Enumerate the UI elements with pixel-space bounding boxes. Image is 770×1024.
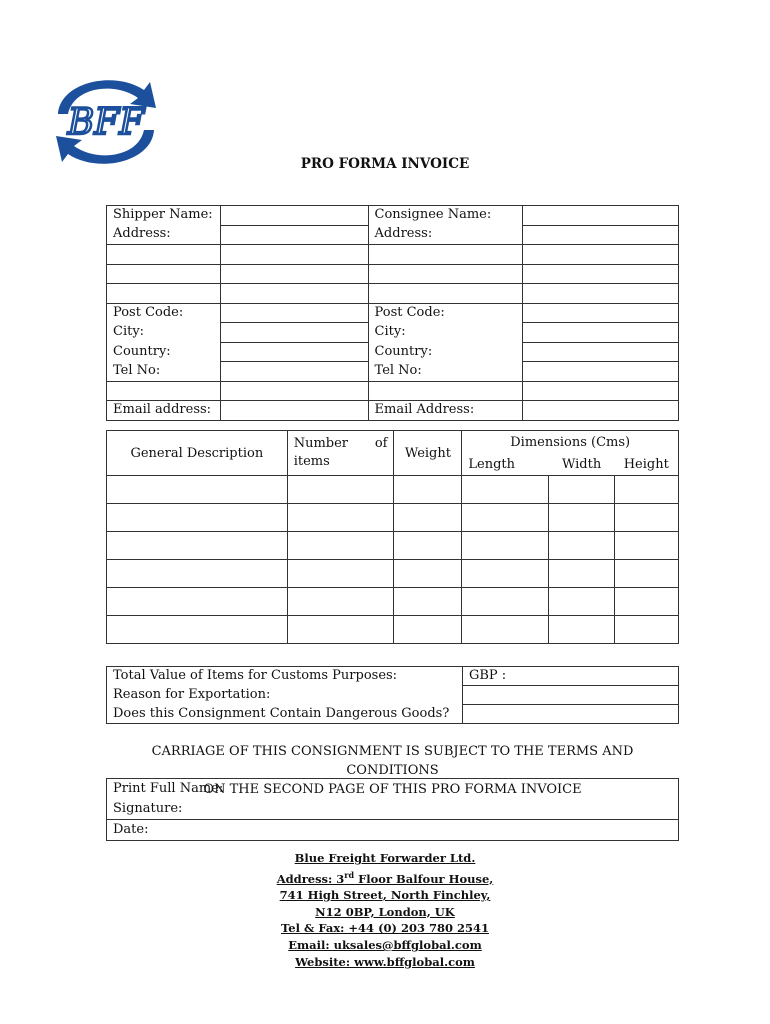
- description-cell[interactable]: [107, 476, 288, 504]
- carriage-notice-line: ON THE SECOND PAGE OF THIS PRO FORMA INVOICE: [203, 782, 582, 797]
- table-row: [107, 225, 679, 245]
- customs-value-table: [106, 666, 679, 724]
- shipper-country-field[interactable]: [220, 342, 368, 362]
- company-email-link[interactable]: Email: uksales@bffglobal.com: [288, 937, 482, 952]
- consignee-email-field[interactable]: [523, 401, 679, 421]
- consignee-address-field[interactable]: [523, 245, 679, 265]
- quantity-cell[interactable]: [287, 532, 394, 560]
- table-row: [107, 820, 679, 841]
- quantity-cell[interactable]: [287, 588, 394, 616]
- consignee-city-label: City:: [368, 323, 523, 343]
- signoff-table: [106, 778, 679, 841]
- height-cell[interactable]: [615, 504, 679, 532]
- width-cell[interactable]: [549, 588, 615, 616]
- reason-field[interactable]: [462, 686, 678, 705]
- svg-text:BFF: BFF: [67, 102, 145, 143]
- number-of-items-header: [287, 431, 394, 476]
- consignee-address-line-label: [368, 245, 523, 265]
- shipper-address-line-label: [107, 245, 221, 265]
- table-row: [107, 323, 679, 343]
- consignee-extra-label: [368, 381, 523, 401]
- weight-cell[interactable]: [394, 560, 462, 588]
- shipper-address-line-label: [107, 284, 221, 304]
- consignee-extra-field[interactable]: [523, 381, 679, 401]
- description-header: General Description: [107, 431, 288, 476]
- shipper-email-label: Email address:: [107, 401, 221, 421]
- print-name-field[interactable]: Print Full Name:: [107, 779, 679, 800]
- dimensions-header: Dimensions (Cms): [462, 431, 679, 454]
- height-cell[interactable]: [615, 616, 679, 644]
- weight-cell[interactable]: [394, 588, 462, 616]
- consignee-tel-field[interactable]: [523, 362, 679, 382]
- shipper-postcode-field[interactable]: [220, 303, 368, 323]
- address-prefix: Address: 3: [276, 871, 345, 886]
- consignee-address-line-label: [368, 264, 523, 284]
- shipper-email-field[interactable]: [220, 401, 368, 421]
- shipper-address-field[interactable]: [220, 264, 368, 284]
- number-of-items-header-word: of: [374, 436, 388, 451]
- height-cell[interactable]: [615, 476, 679, 504]
- height-cell[interactable]: [615, 532, 679, 560]
- width-cell[interactable]: [549, 532, 615, 560]
- table-row: [107, 342, 679, 362]
- table-row: [107, 667, 679, 686]
- consignee-address-field[interactable]: [523, 264, 679, 284]
- quantity-cell[interactable]: [287, 476, 394, 504]
- quantity-cell[interactable]: [287, 616, 394, 644]
- table-row: [107, 401, 679, 421]
- table-row: [107, 476, 679, 504]
- number-of-items-header-word: items: [293, 454, 330, 469]
- table-row: [107, 588, 679, 616]
- consignee-city-field[interactable]: [523, 323, 679, 343]
- height-cell[interactable]: [615, 560, 679, 588]
- company-website-link[interactable]: Website: www.bffglobal.com: [295, 954, 475, 969]
- table-row: [107, 303, 679, 323]
- consignee-tel-label: Tel No:: [368, 362, 523, 382]
- table-row: [107, 284, 679, 304]
- length-cell[interactable]: [462, 560, 549, 588]
- number-of-items-header-word: Number: [293, 436, 349, 451]
- width-header: Width: [549, 453, 615, 476]
- table-row: [107, 779, 679, 800]
- shipper-postcode-label: Post Code:: [107, 303, 221, 323]
- shipper-extra-field[interactable]: [220, 381, 368, 401]
- description-cell[interactable]: [107, 588, 288, 616]
- reason-label: Reason for Exportation:: [107, 686, 463, 705]
- description-cell[interactable]: [107, 504, 288, 532]
- table-row: [107, 264, 679, 284]
- width-cell[interactable]: [549, 616, 615, 644]
- party-table: [106, 205, 679, 421]
- table-row: [107, 245, 679, 265]
- table-row: [107, 616, 679, 644]
- consignee-name-label: Consignee Name:: [368, 206, 523, 226]
- shipper-name-field[interactable]: [220, 206, 368, 226]
- date-field[interactable]: Date:: [107, 820, 679, 841]
- weight-cell[interactable]: [394, 476, 462, 504]
- page-title: PRO FORMA INVOICE: [300, 156, 470, 172]
- table-row: [107, 362, 679, 382]
- company-postcode: N12 0BP, London, UK: [315, 904, 455, 919]
- table-row: [107, 686, 679, 705]
- company-address: [0, 867, 770, 888]
- weight-header: Weight: [394, 431, 462, 476]
- shipper-city-field[interactable]: [220, 323, 368, 343]
- table-header-row: [107, 431, 679, 454]
- length-cell[interactable]: [462, 532, 549, 560]
- table-row: [107, 532, 679, 560]
- quantity-cell[interactable]: [287, 560, 394, 588]
- company-street: 741 High Street, North Finchley,: [279, 888, 491, 903]
- length-cell[interactable]: [462, 504, 549, 532]
- length-cell[interactable]: [462, 616, 549, 644]
- table-row: [107, 705, 679, 724]
- weight-cell[interactable]: [394, 532, 462, 560]
- items-table: [106, 430, 679, 644]
- length-cell[interactable]: [462, 476, 549, 504]
- consignee-name-field[interactable]: [523, 206, 679, 226]
- company-footer: [0, 850, 770, 970]
- description-cell[interactable]: [107, 560, 288, 588]
- shipper-address-line-label: [107, 264, 221, 284]
- weight-cell[interactable]: [394, 504, 462, 532]
- shipper-address-field[interactable]: [220, 245, 368, 265]
- table-row: [107, 206, 679, 226]
- consignee-postcode-label: Post Code:: [368, 303, 523, 323]
- table-row: [107, 504, 679, 532]
- shipper-extra-label: [107, 381, 221, 401]
- consignee-address-line-label: [368, 284, 523, 304]
- shipper-tel-label: Tel No:: [107, 362, 221, 382]
- consignee-email-label: Email Address:: [368, 401, 523, 421]
- width-cell[interactable]: [549, 504, 615, 532]
- table-row: [107, 381, 679, 401]
- dangerous-goods-field[interactable]: [462, 705, 678, 724]
- weight-cell[interactable]: [394, 616, 462, 644]
- shipper-name-label: Shipper Name:: [107, 206, 221, 226]
- shipper-tel-field[interactable]: [220, 362, 368, 382]
- width-cell[interactable]: [549, 560, 615, 588]
- quantity-cell[interactable]: [287, 504, 394, 532]
- consignee-country-field[interactable]: [523, 342, 679, 362]
- consignee-address-field[interactable]: [523, 284, 679, 304]
- shipper-city-label: City:: [107, 323, 221, 343]
- width-cell[interactable]: [549, 476, 615, 504]
- shipper-address-field[interactable]: [220, 284, 368, 304]
- description-cell[interactable]: [107, 532, 288, 560]
- shipper-country-label: Country:: [107, 342, 221, 362]
- table-row: [107, 799, 679, 820]
- company-name: Blue Freight Forwarder Ltd.: [294, 851, 476, 865]
- company-phone: Tel & Fax: +44 (0) 203 780 2541: [281, 921, 489, 936]
- consignee-country-label: Country:: [368, 342, 523, 362]
- table-row: [107, 560, 679, 588]
- gbp-field[interactable]: GBP :: [462, 667, 678, 686]
- consignee-address-label: Address:: [368, 225, 523, 245]
- length-header: Length: [462, 453, 549, 476]
- length-cell[interactable]: [462, 588, 549, 616]
- address-ordinal: rd: [344, 869, 355, 880]
- consignee-address-field[interactable]: [523, 225, 679, 245]
- total-value-label: Total Value of Items for Customs Purposes:: [107, 667, 463, 686]
- shipper-address-label: Address:: [107, 225, 221, 245]
- signature-field[interactable]: Signature:: [107, 799, 679, 820]
- height-header: Height: [615, 453, 679, 476]
- carriage-notice-line: CARRIAGE OF THIS CONSIGNMENT IS SUBJECT TO THE TERMS AND CONDITIONS: [151, 744, 634, 778]
- address-suffix: Floor Balfour House,: [354, 871, 494, 886]
- dangerous-goods-label: Does this Consignment Contain Dangerous Goods?: [107, 705, 463, 724]
- shipper-address-field[interactable]: [220, 225, 368, 245]
- height-cell[interactable]: [615, 588, 679, 616]
- consignee-postcode-field[interactable]: [523, 303, 679, 323]
- description-cell[interactable]: [107, 616, 288, 644]
